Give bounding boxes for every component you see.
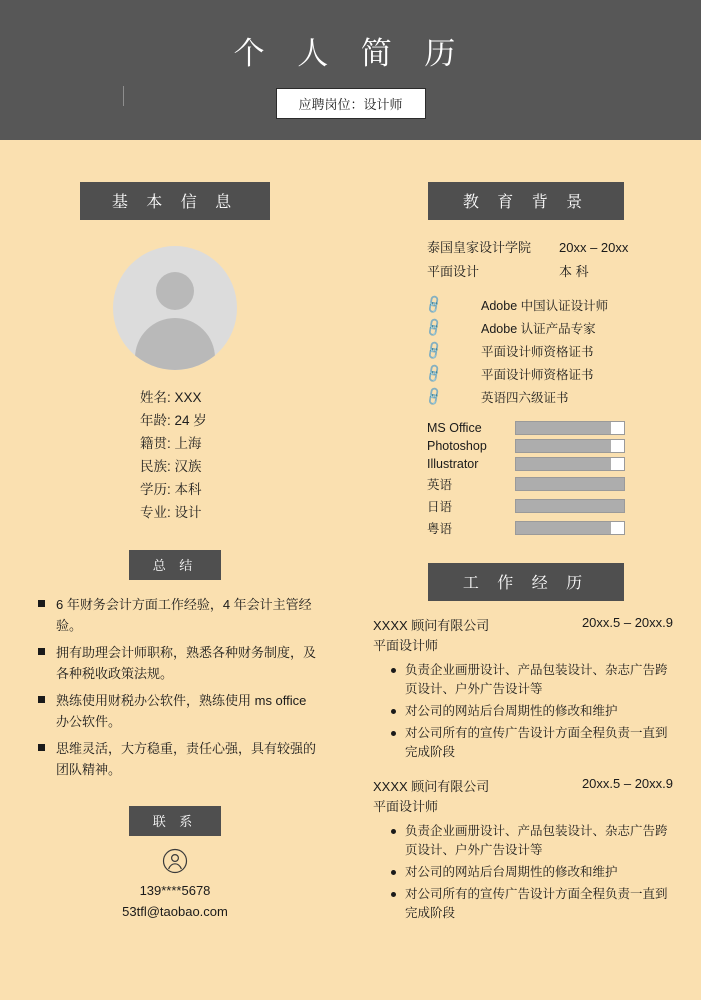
education-major: 平面设计 <box>427 264 480 279</box>
list-item <box>423 363 701 384</box>
skill-track <box>515 421 625 435</box>
skill-row <box>427 457 701 471</box>
education-row-major <box>427 260 701 284</box>
list-item: 对公司的网站后台周期性的修改和维护 <box>391 863 673 882</box>
skill-track <box>515 439 625 453</box>
right-column <box>351 140 701 926</box>
skill-fill <box>516 422 611 434</box>
list-item: 负责企业画册设计、产品包装设计、杂志广告跨页设计、户外广告设计等 <box>391 822 673 860</box>
list-item: 对公司所有的宣传广告设计方面全程负责一直到完成阶段 <box>391 724 673 762</box>
work-period: 20xx.5 – 20xx.9 <box>581 615 673 630</box>
skill-track <box>515 477 625 491</box>
avatar-body-shape <box>135 318 215 370</box>
work-points <box>373 661 673 762</box>
skill-track <box>515 457 625 471</box>
page-title: 个 人 简 历 <box>233 36 468 71</box>
basic-info-list <box>0 386 350 524</box>
ribbon-icon: 🔗 <box>422 339 445 361</box>
ribbon-icon: 🔗 <box>422 293 445 315</box>
work-entry <box>373 776 673 923</box>
section-heading-education: 教 育 背 景 <box>428 182 624 220</box>
list-item <box>423 386 701 407</box>
skill-fill <box>516 522 611 534</box>
section-heading-summary: 总 结 <box>129 550 221 580</box>
section-heading-work: 工 作 经 历 <box>428 563 624 601</box>
skill-bars <box>427 421 701 537</box>
list-item: 专业: 设计 <box>140 505 202 520</box>
user-circle-icon <box>162 848 188 874</box>
work-entry-header <box>373 615 673 634</box>
skill-fill <box>516 458 611 470</box>
list-item <box>423 317 701 338</box>
skill-fill <box>516 440 611 452</box>
header-banner <box>0 0 701 140</box>
avatar <box>113 246 237 370</box>
work-period: 20xx.5 – 20xx.9 <box>581 776 673 791</box>
skill-track <box>515 521 625 535</box>
ribbon-icon: 🔗 <box>422 316 445 338</box>
contact-email: 53tfl@taobao.com <box>122 904 228 919</box>
section-heading-contact: 联 系 <box>129 806 221 836</box>
education-period: 20xx – 20xx <box>559 240 629 255</box>
list-item: 学历: 本科 <box>140 482 202 497</box>
ribbon-icon: 🔗 <box>422 385 445 407</box>
list-item: 对公司的网站后台周期性的修改和维护 <box>391 702 673 721</box>
certificate-label: Adobe 中国认证设计师 <box>481 298 609 313</box>
list-item: 熟练使用财税办公软件，熟练使用 ms office 办公软件。 <box>34 690 316 732</box>
section-heading-basic-info: 基 本 信 息 <box>80 182 270 220</box>
skill-label: Illustrator <box>427 457 479 471</box>
skill-fill <box>516 478 624 490</box>
avatar-head-shape <box>156 272 194 310</box>
list-item: 年龄: 24 岁 <box>140 413 207 428</box>
work-title: 平面设计师 <box>373 638 439 653</box>
skill-label: MS Office <box>427 421 482 435</box>
list-item <box>423 294 701 315</box>
header-divider-mark <box>123 86 124 106</box>
work-entry-header <box>373 776 673 795</box>
work-company: XXXX 顾问有限公司 <box>373 618 490 633</box>
certificate-label: 平面设计师资格证书 <box>481 367 594 382</box>
education-block <box>427 236 701 284</box>
certificate-label: 英语四六级证书 <box>481 390 569 405</box>
list-item: 拥有助理会计师职称，熟悉各种财务制度，及各种税收政策法规。 <box>34 642 316 684</box>
applied-position-box: 应聘岗位：设计师 <box>275 88 425 119</box>
work-entry <box>373 615 673 762</box>
list-item: 思维灵活，大方稳重，责任心强，具有较强的团队精神。 <box>34 738 316 780</box>
list-item: 对公司所有的宣传广告设计方面全程负责一直到完成阶段 <box>391 885 673 923</box>
ribbon-icon: 🔗 <box>422 362 445 384</box>
skill-row <box>427 497 701 515</box>
list-item: 负责企业画册设计、产品包装设计、杂志广告跨页设计、户外广告设计等 <box>391 661 673 699</box>
list-item: 姓名: XXX <box>140 390 202 405</box>
list-item: 6 年财务会计方面工作经验，4 年会计主管经验。 <box>34 594 316 636</box>
skill-label: 日语 <box>427 500 453 514</box>
certificate-label: Adobe 认证产品专家 <box>481 321 596 336</box>
certificate-list <box>423 294 701 407</box>
summary-list <box>34 594 316 780</box>
skill-row <box>427 439 701 453</box>
skill-row <box>427 519 701 537</box>
skill-label: Photoshop <box>427 439 487 453</box>
contact-phone: 139****5678 <box>139 883 211 898</box>
education-row-school <box>427 236 701 260</box>
contact-block <box>0 848 350 922</box>
work-points <box>373 822 673 923</box>
list-item: 民族: 汉族 <box>140 459 202 474</box>
certificate-label: 平面设计师资格证书 <box>481 344 594 359</box>
education-degree: 本 科 <box>559 264 589 279</box>
left-column <box>0 140 350 922</box>
skill-label: 英语 <box>427 478 453 492</box>
list-item <box>423 340 701 361</box>
education-school: 泰国皇家设计学院 <box>427 240 532 255</box>
avatar-wrapper <box>0 246 350 370</box>
skill-row <box>427 421 701 435</box>
skill-row <box>427 475 701 493</box>
skill-label: 粤语 <box>427 522 453 536</box>
skill-fill <box>516 500 624 512</box>
work-title: 平面设计师 <box>373 799 439 814</box>
list-item: 籍贯: 上海 <box>140 436 202 451</box>
work-company: XXXX 顾问有限公司 <box>373 779 490 794</box>
skill-track <box>515 499 625 513</box>
